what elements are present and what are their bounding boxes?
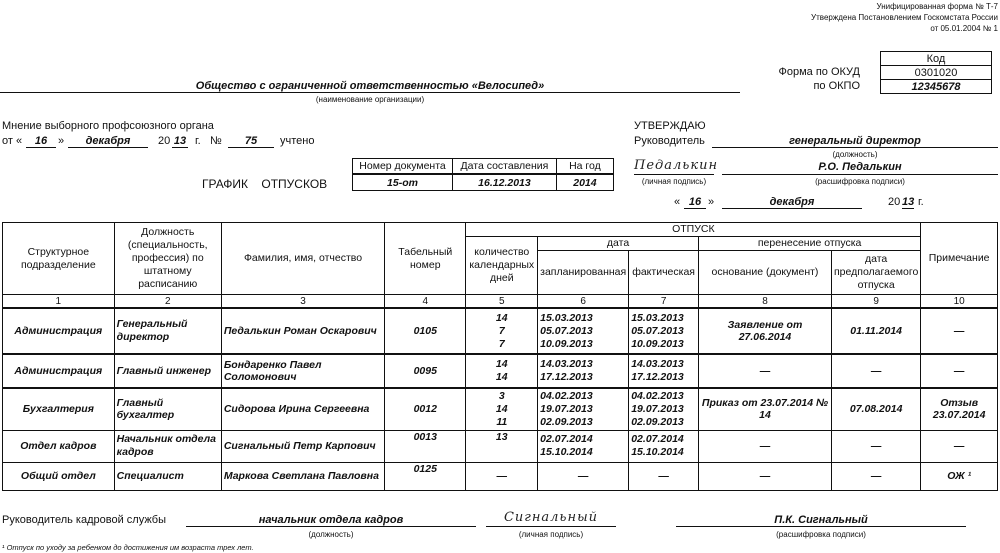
codes-box	[880, 51, 992, 94]
col-number-4: 4	[385, 295, 466, 309]
actual-date: 10.09.2013	[631, 337, 684, 350]
header-position: Должность (специальность, профессия) по штатному расписанию	[114, 223, 221, 295]
footer-position: начальник отдела кадров	[258, 514, 404, 526]
row-planned	[538, 308, 629, 354]
row-basis: —	[698, 462, 831, 490]
header-note: Примечание	[921, 223, 998, 295]
row-department: Бухгалтерия	[3, 388, 115, 430]
planned-date: 17.12.2013	[540, 371, 593, 383]
days-value: 14	[495, 311, 508, 324]
days-value: 7	[498, 324, 505, 337]
table-row	[3, 354, 998, 388]
header-days-count: количество календарных дней	[466, 237, 538, 295]
document-info-table	[352, 158, 614, 191]
planned-date: 02.07.2014	[540, 433, 593, 445]
approve-signature: Педалькин	[634, 158, 719, 173]
actual-date: 14.03.2013	[631, 358, 684, 370]
row-basis: Приказ от 23.07.2014 № 14	[698, 388, 831, 430]
row-department: Общий отдел	[3, 462, 115, 490]
organization-underline	[0, 92, 740, 93]
footer-signature-line	[486, 526, 616, 527]
union-year-prefix: 20	[158, 135, 171, 147]
approve-signature-caption: (личная подпись)	[641, 177, 707, 186]
row-basis: —	[698, 430, 831, 462]
actual-date: 02.09.2013	[631, 415, 684, 428]
approve-month-line	[722, 208, 862, 209]
approve-year-prefix: 20	[888, 196, 901, 208]
row-position: Главный инженер	[114, 354, 221, 388]
header-basis: основание (документ)	[698, 251, 831, 295]
actual-date: 04.02.2013	[631, 389, 684, 402]
days-value: 14	[495, 358, 508, 370]
doc-year-header: На год	[556, 159, 613, 175]
footer-position-caption: (должность)	[308, 530, 354, 539]
col-number-1: 1	[3, 295, 115, 309]
row-position: Начальник отдела кадров	[114, 430, 221, 462]
actual-date: 02.07.2014	[631, 433, 684, 445]
row-full-name: Бондаренко Павел Соломонович	[221, 354, 384, 388]
approve-month: декабря	[769, 196, 815, 208]
row-days	[466, 388, 538, 430]
planned-date: 02.09.2013	[540, 415, 593, 428]
row-days	[466, 354, 538, 388]
planned-date: 04.02.2013	[540, 389, 593, 402]
row-full-name: Педалькин Роман Оскарович	[221, 308, 384, 354]
planned-date: 19.07.2013	[540, 402, 593, 415]
approve-name-line	[722, 174, 998, 175]
header-actual: фактическая	[629, 251, 699, 295]
kod-header: Код	[881, 52, 992, 66]
table-row	[3, 430, 998, 462]
approve-year-suffix: 13	[902, 196, 915, 208]
footer-position-line	[186, 526, 476, 527]
row-position: Специалист	[114, 462, 221, 490]
row-planned	[538, 388, 629, 430]
approve-name: Р.О. Педалькин	[818, 161, 902, 173]
approve-signature-line	[634, 174, 714, 175]
actual-date: —	[658, 470, 669, 482]
actual-date: 15.10.2014	[631, 446, 684, 458]
form-reference-line1: Унифицированная форма № Т-7	[876, 2, 998, 11]
row-planned	[538, 462, 629, 490]
planned-date: 10.09.2013	[540, 337, 593, 350]
union-month-line	[68, 147, 148, 148]
approve-position: генеральный директор	[789, 135, 921, 147]
header-tab-number: Табельный номер	[385, 223, 466, 295]
union-year-line	[172, 147, 188, 148]
okpo-label: по ОКПО	[813, 80, 860, 92]
footer-name-caption: (расшифровка подписи)	[776, 530, 866, 539]
approve-year-line	[902, 208, 914, 209]
planned-date: —	[577, 470, 589, 482]
union-month: декабря	[85, 135, 131, 147]
footnote: ¹ Отпуск по уходу за ребенком до достижения им возраста трех лет.	[2, 543, 254, 552]
header-transfer: перенесение отпуска	[698, 237, 920, 251]
row-actual	[629, 388, 699, 430]
union-uchteno: учтено	[280, 135, 315, 147]
approve-position-caption: (должность)	[832, 150, 878, 159]
union-number-line	[228, 147, 274, 148]
doc-year-value: 2014	[556, 174, 613, 191]
approve-day-line	[684, 208, 706, 209]
row-position: Главный бухгалтер	[114, 388, 221, 430]
header-otpusk: ОТПУСК	[466, 223, 921, 237]
days-value: 14	[495, 402, 508, 415]
row-full-name: Сидорова Ирина Сергеевна	[221, 388, 384, 430]
approve-position-line	[712, 147, 998, 148]
row-note: —	[921, 430, 998, 462]
row-department: Администрация	[3, 308, 115, 354]
doc-date-value: 16.12.2013	[453, 174, 557, 191]
footer-signature-caption: (личная подпись)	[518, 530, 584, 539]
row-basis: —	[698, 354, 831, 388]
union-number: 75	[244, 135, 258, 147]
col-number-10: 10	[921, 295, 998, 309]
actual-date: 17.12.2013	[631, 371, 684, 383]
approve-year-g: г.	[918, 196, 924, 208]
actual-date: 05.07.2013	[631, 324, 684, 337]
organization-caption: (наименование организации)	[315, 95, 425, 104]
approve-day: 16	[688, 196, 702, 208]
table-row	[3, 388, 998, 430]
approve-close-quote: »	[708, 196, 715, 208]
actual-date: 19.07.2013	[631, 402, 684, 415]
row-planned	[538, 354, 629, 388]
row-expected-date: —	[832, 354, 921, 388]
row-actual	[629, 308, 699, 354]
union-day-line	[26, 147, 56, 148]
union-no-label: №	[210, 135, 222, 147]
row-note: ОЖ ¹	[921, 462, 998, 490]
union-opinion-label: Мнение выборного профсоюзного органа	[2, 120, 214, 132]
form-reference-line3: от 05.01.2004 № 1	[930, 24, 998, 33]
footer-name: П.К. Сигнальный	[774, 514, 868, 526]
row-expected-date: 01.11.2014	[832, 308, 921, 354]
row-basis: Заявление от 27.06.2014	[698, 308, 831, 354]
footer-signature: Сигнальный	[503, 510, 599, 525]
row-full-name: Сигнальный Петр Карпович	[221, 430, 384, 462]
col-number-2: 2	[114, 295, 221, 309]
row-tab-number: 0105	[385, 308, 466, 354]
row-tab-number: 0012	[385, 388, 466, 430]
col-number-6: 6	[538, 295, 629, 309]
days-value: 3	[498, 389, 505, 402]
col-number-5: 5	[466, 295, 538, 309]
col-number-8: 8	[698, 295, 831, 309]
table-row	[3, 308, 998, 354]
table-row	[3, 462, 998, 490]
okud-value: 0301020	[881, 66, 992, 80]
row-position: Генеральный директор	[114, 308, 221, 354]
form-reference-line2: Утверждена Постановлением Госкомстата России	[811, 13, 998, 22]
col-number-7: 7	[629, 295, 699, 309]
doc-date-header: Дата составления	[453, 159, 557, 175]
header-planned: запланированная	[538, 251, 629, 295]
header-date: дата	[538, 237, 699, 251]
row-department: Администрация	[3, 354, 115, 388]
planned-date: 14.03.2013	[540, 358, 593, 370]
row-expected-date: 07.08.2014	[832, 388, 921, 430]
header-full-name: Фамилия, имя, отчество	[221, 223, 384, 295]
days-value: 13	[495, 430, 508, 443]
union-year-suffix: 13	[173, 135, 187, 147]
footer-label: Руководитель кадровой службы	[2, 514, 167, 526]
row-planned	[538, 430, 629, 462]
union-day: 16	[34, 135, 48, 147]
header-expected-date: дата предполагаемого отпуска	[832, 251, 921, 295]
planned-date: 15.03.2013	[540, 311, 593, 324]
row-expected-date: —	[832, 462, 921, 490]
row-actual	[629, 430, 699, 462]
document-title: ГРАФИК ОТПУСКОВ	[202, 177, 328, 191]
row-days	[466, 308, 538, 354]
days-value: 11	[496, 415, 508, 428]
row-tab-number: 0095	[385, 354, 466, 388]
union-year-g: г.	[195, 135, 201, 147]
doc-number-value: 15-от	[353, 174, 453, 191]
row-note: —	[921, 308, 998, 354]
days-value: —	[496, 470, 508, 482]
header-structural-unit: Структурное подразделение	[3, 223, 115, 295]
row-actual	[629, 354, 699, 388]
approve-title: УТВЕРЖДАЮ	[634, 120, 706, 132]
vacation-schedule-table	[2, 222, 998, 491]
approve-open-quote: «	[674, 196, 681, 208]
footer-name-line	[676, 526, 966, 527]
days-value: 14	[495, 371, 508, 383]
row-actual	[629, 462, 699, 490]
doc-number-header: Номер документа	[353, 159, 453, 175]
planned-date: 15.10.2014	[540, 446, 593, 458]
planned-date: 05.07.2013	[540, 324, 593, 337]
approve-head-label: Руководитель	[634, 135, 705, 147]
row-department: Отдел кадров	[3, 430, 115, 462]
approve-name-caption: (расшифровка подписи)	[815, 177, 905, 186]
organization-name: Общество с ограниченной ответственностью «Велосипед»	[195, 80, 545, 92]
row-expected-date: —	[832, 430, 921, 462]
days-value: 7	[498, 337, 505, 350]
row-tab-number: 0125	[385, 462, 466, 490]
row-note: Отзыв 23.07.2014	[921, 388, 998, 430]
row-note: —	[921, 354, 998, 388]
col-number-3: 3	[221, 295, 384, 309]
okpo-value: 12345678	[881, 80, 992, 94]
row-days	[466, 430, 538, 462]
row-tab-number: 0013	[385, 430, 466, 462]
col-number-9: 9	[832, 295, 921, 309]
actual-date: 15.03.2013	[631, 311, 684, 324]
row-full-name: Маркова Светлана Павловна	[221, 462, 384, 490]
union-close-quote: »	[58, 135, 65, 147]
row-days	[466, 462, 538, 490]
okud-label: Форма по ОКУД	[778, 66, 860, 78]
union-ot: от «	[2, 135, 23, 147]
